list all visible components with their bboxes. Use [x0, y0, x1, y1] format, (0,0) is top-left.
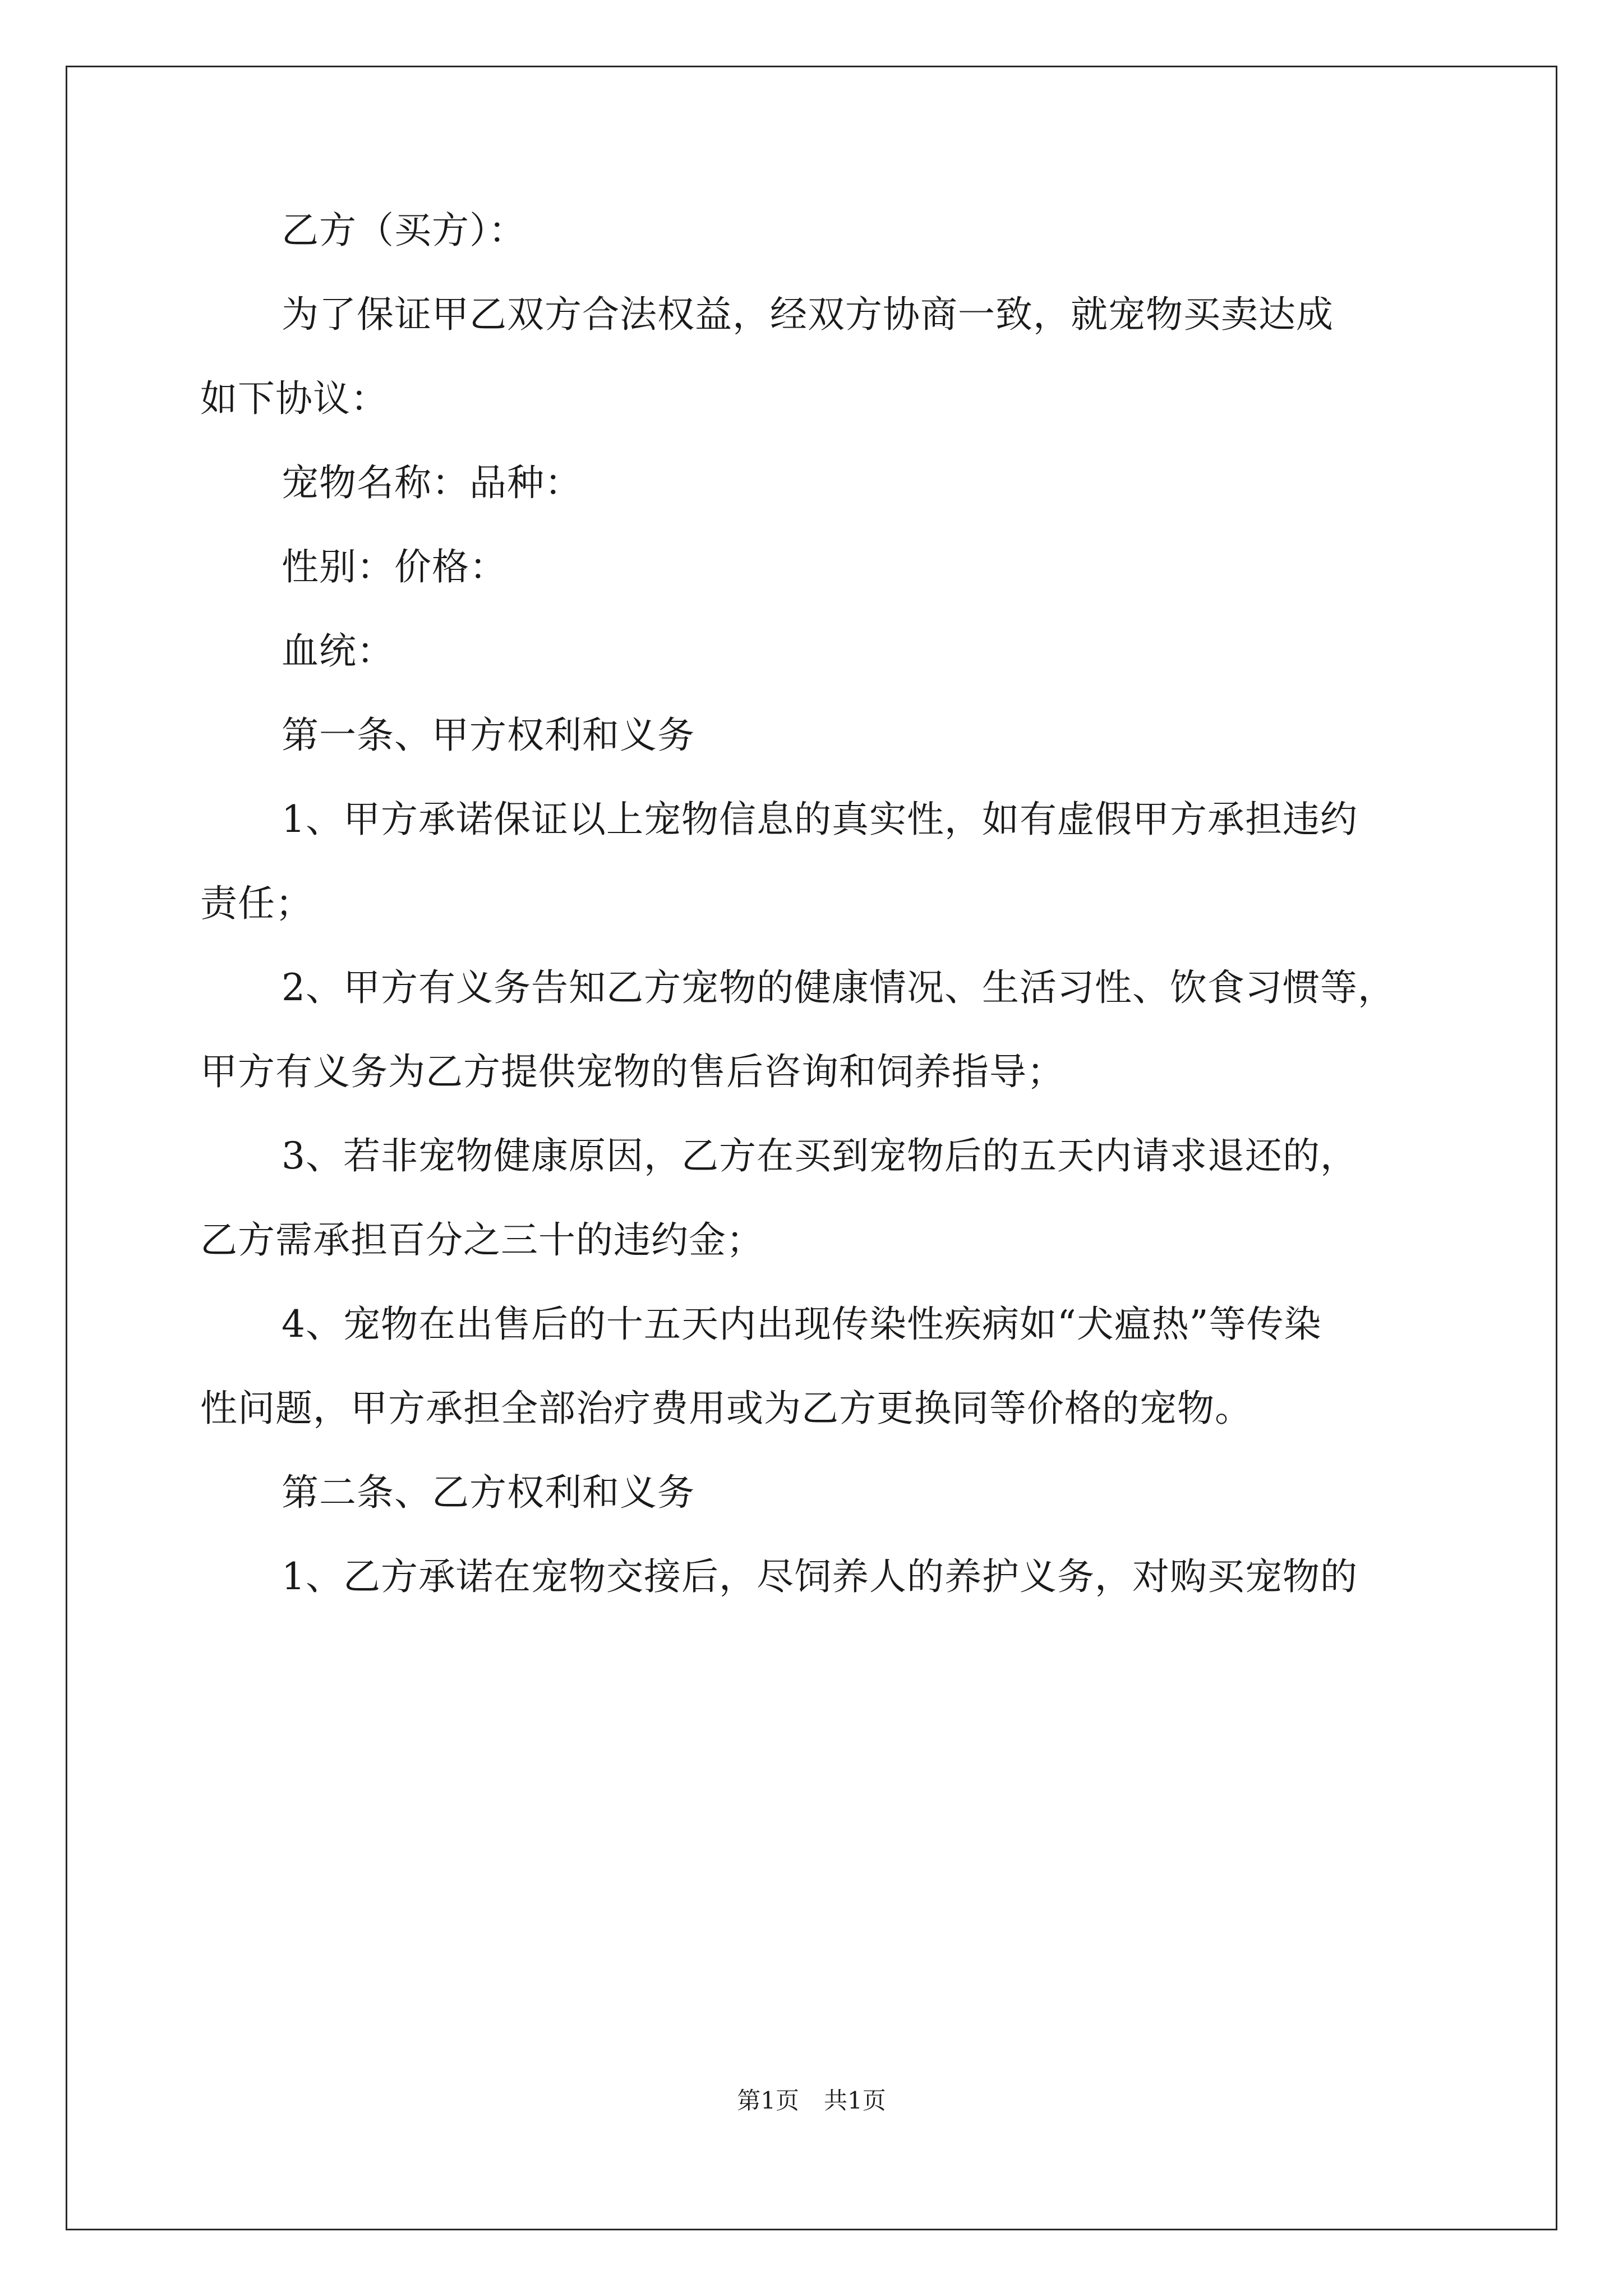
- text-line: 1、甲方承诺保证以上宠物信息的真实性，如有虚假甲方承担违约: [282, 798, 1358, 841]
- text-line: 性别：价格：: [282, 545, 507, 588]
- text-line: 乙方（买方）：: [282, 209, 526, 252]
- text-line: 如下协议：: [200, 377, 388, 420]
- text-line: 4、宠物在出售后的十五天内出现传染性疾病如“犬瘟热”等传染: [282, 1303, 1322, 1346]
- page-footer: [0, 2087, 1623, 2115]
- text-line: 性问题，甲方承担全部治疗费用或为乙方更换同等价格的宠物。: [200, 1387, 1252, 1430]
- text-line: 1、乙方承诺在宠物交接后，尽饲养人的养护义务，对购买宠物的: [282, 1555, 1358, 1598]
- section-heading: 第一条、甲方权利和义务: [282, 714, 695, 757]
- text-line: 为了保证甲乙双方合法权益，经双方协商一致，就宠物买卖达成: [282, 293, 1334, 336]
- text-line: 血统：: [282, 629, 394, 673]
- text-line: 2、甲方有义务告知乙方宠物的健康情况、生活习性、饮食习惯等，: [282, 966, 1395, 1009]
- section-heading: 第二条、乙方权利和义务: [282, 1471, 695, 1514]
- text-line: 宠物名称：品种：: [282, 461, 582, 504]
- text-line: 乙方需承担百分之三十的违约金；: [200, 1218, 764, 1262]
- page-number: 第1页: [737, 2087, 799, 2114]
- text-line: 责任；: [200, 882, 313, 925]
- text-line: 3、若非宠物健康原因，乙方在买到宠物后的五天内请求退还的，: [282, 1134, 1358, 1177]
- page-total: 共1页: [824, 2087, 886, 2114]
- text-line: 甲方有义务为乙方提供宠物的售后咨询和饲养指导；: [200, 1050, 1064, 1093]
